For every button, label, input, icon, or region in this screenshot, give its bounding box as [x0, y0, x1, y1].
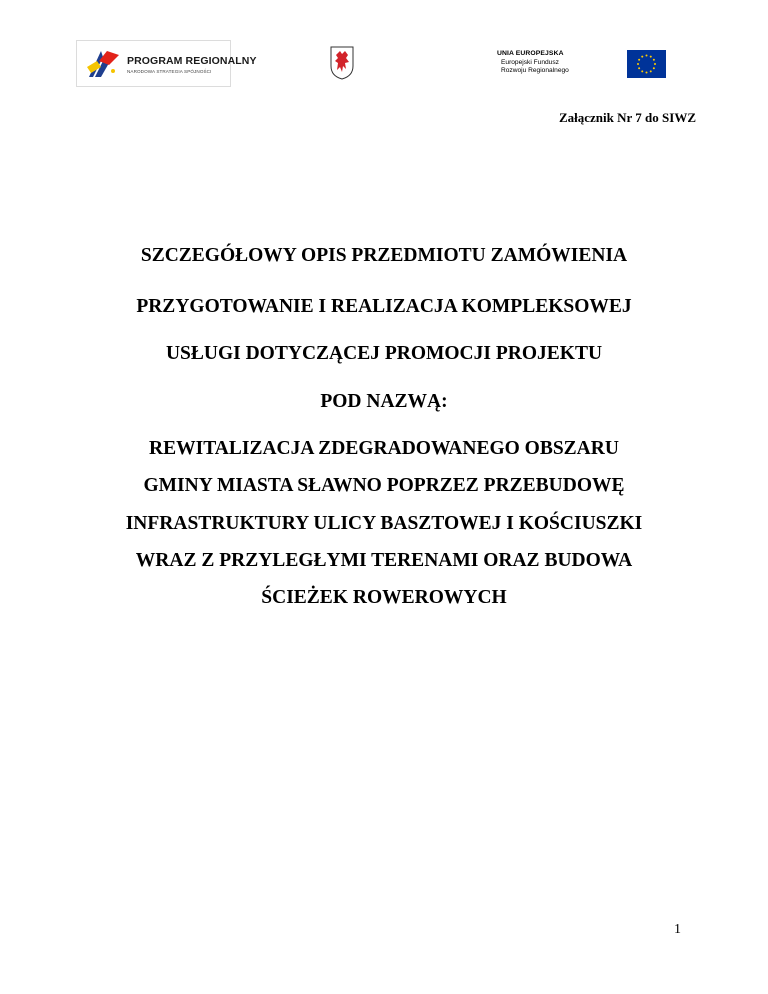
eu-flag-icon [627, 50, 666, 78]
title-line: INFRASTRUKTURY ULICY BASZTOWEJ I KOŚCIUSZKI [125, 513, 643, 534]
annex-label: Załącznik Nr 7 do SIWZ [558, 110, 696, 125]
page-number: 1 [674, 922, 681, 937]
eu-regional-label: Rozwoju Regionalnego [501, 67, 569, 74]
title-line: GMINY MIASTA SŁAWNO POPRZEZ PRZEBUDOWĘ [143, 475, 625, 496]
eu-fund-logo-text [497, 50, 569, 76]
griffin-crest-icon [330, 46, 354, 80]
title-line: ŚCIEŻEK ROWEROWYCH [261, 587, 507, 608]
title-line: POD NAZWĄ: [320, 391, 448, 412]
program-regionalny-logo [76, 40, 257, 87]
program-regionalny-subtitle: NARODOWA STRATEGIA SPÓJNOŚCI [127, 69, 212, 74]
eu-fund-label: Europejski Fundusz [501, 58, 559, 66]
title-line: WRAZ Z PRZYLEGŁYMI TERENAMI ORAZ BUDOWA [135, 550, 633, 571]
title-line: USŁUGI DOTYCZĄCEJ PROMOCJI PROJEKTU [165, 343, 603, 364]
title-line: PRZYGOTOWANIE I REALIZACJA KOMPLEKSOWEJ [136, 296, 632, 317]
title-line: SZCZEGÓŁOWY OPIS PRZEDMIOTU ZAMÓWIENIA [140, 245, 628, 266]
title-line: REWITALIZACJA ZDEGRADOWANEGO OBSZARU [149, 438, 619, 459]
program-regionalny-mark-icon [85, 47, 121, 81]
eu-union-label: UNIA EUROPEJSKA [497, 50, 564, 57]
program-regionalny-title: PROGRAM REGIONALNY [127, 55, 257, 67]
